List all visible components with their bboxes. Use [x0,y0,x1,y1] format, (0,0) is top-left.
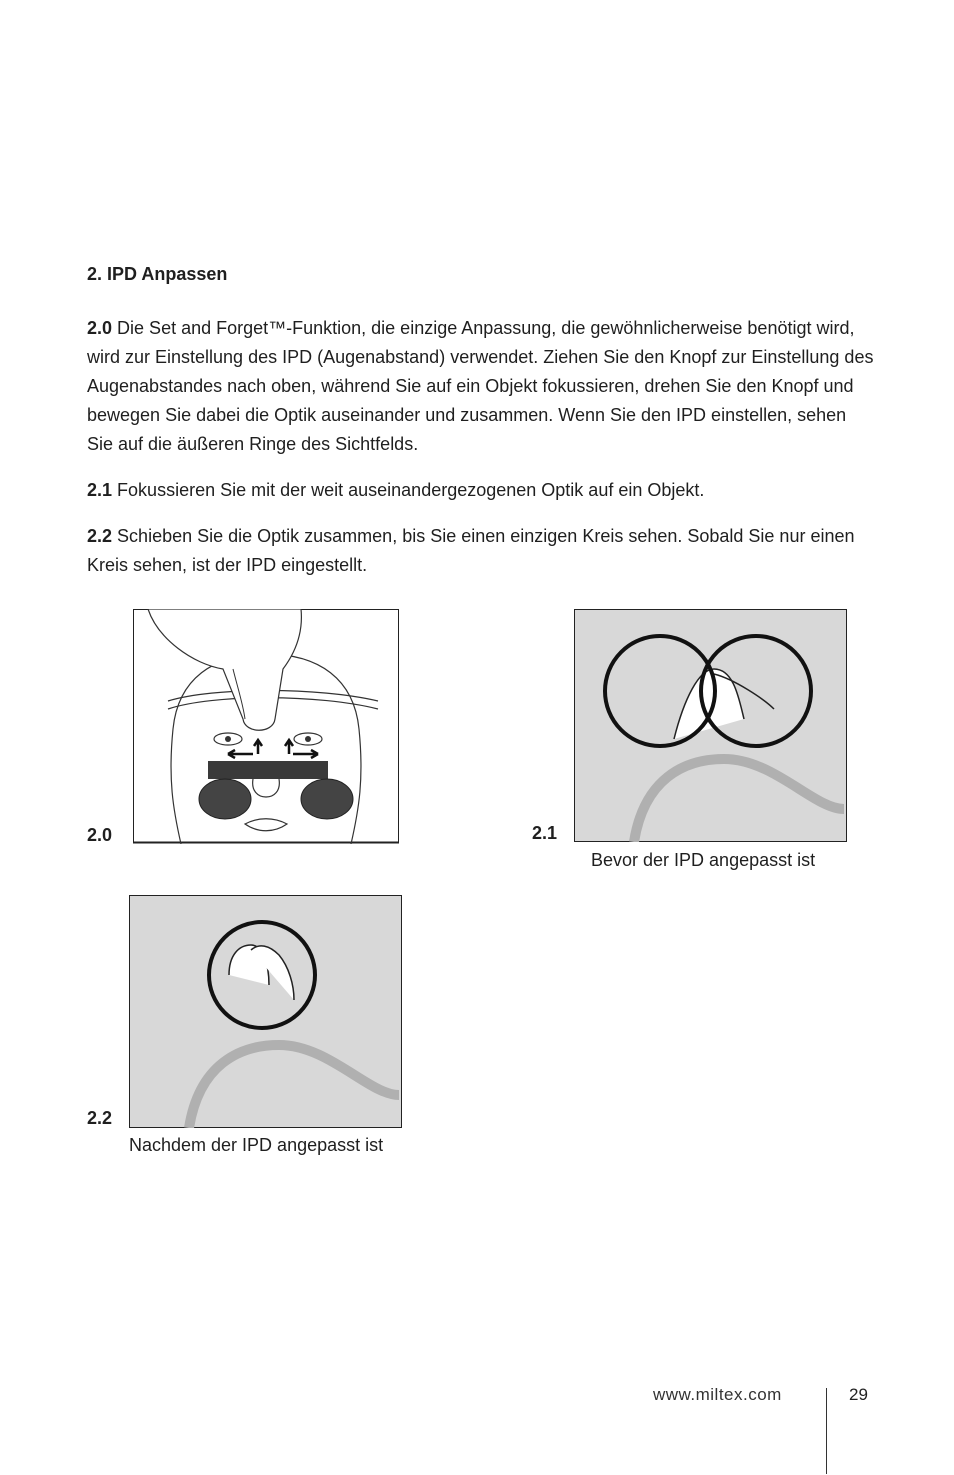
step-2-2-paragraph [87,522,877,580]
step-number: 2.0 [87,318,113,338]
footer-url: www.miltex.com [653,1385,782,1404]
figure-2-2-illustration [129,895,402,1128]
figure-label: 2.0 [87,825,113,845]
step-text: Schieben Sie die Optik zusammen, bis Sie einen einzigen Kreis sehen. Sobald Sie nur einen Kreis sehen, ist der IPD eingestellt. [87,526,855,575]
figure-label: 2.1 [532,823,558,843]
step-text: Fokussieren Sie mit der weit auseinandergezogenen Optik auf ein Objekt. [117,480,705,500]
section-title: 2. IPD Anpassen [87,264,228,284]
figure-caption: Nachdem der IPD angepasst ist [129,1135,384,1155]
figure-label: 2.2 [87,1108,113,1128]
figure-caption: Bevor der IPD angepasst ist [591,850,816,870]
step-number: 2.2 [87,526,113,546]
step-2-0-paragraph [87,314,877,459]
step-2-1-paragraph [87,476,877,505]
page-number: 29 [849,1385,868,1404]
step-text: Die Set and Forget™-Funktion, die einzige Anpassung, die gewöhnlicherweise benötigt wird, wird zur Einstellung des IPD (Augenabstand) verwendet. Ziehen Sie den Knopf zur Einstellung des Augenabstandes nach oben, während Sie auf ein Objekt fokussieren, drehen Sie den Knopf und bewegen Sie dabei die Optik auseinander und zusammen. Wenn Sie den IPD einstellen, sehen Sie auf die äußeren Ringe des Sichtfelds. [87,318,874,454]
figure-2-0-illustration [133,609,399,844]
figure-2-1-illustration [574,609,847,842]
footer-divider [826,1388,827,1474]
step-number: 2.1 [87,480,113,500]
